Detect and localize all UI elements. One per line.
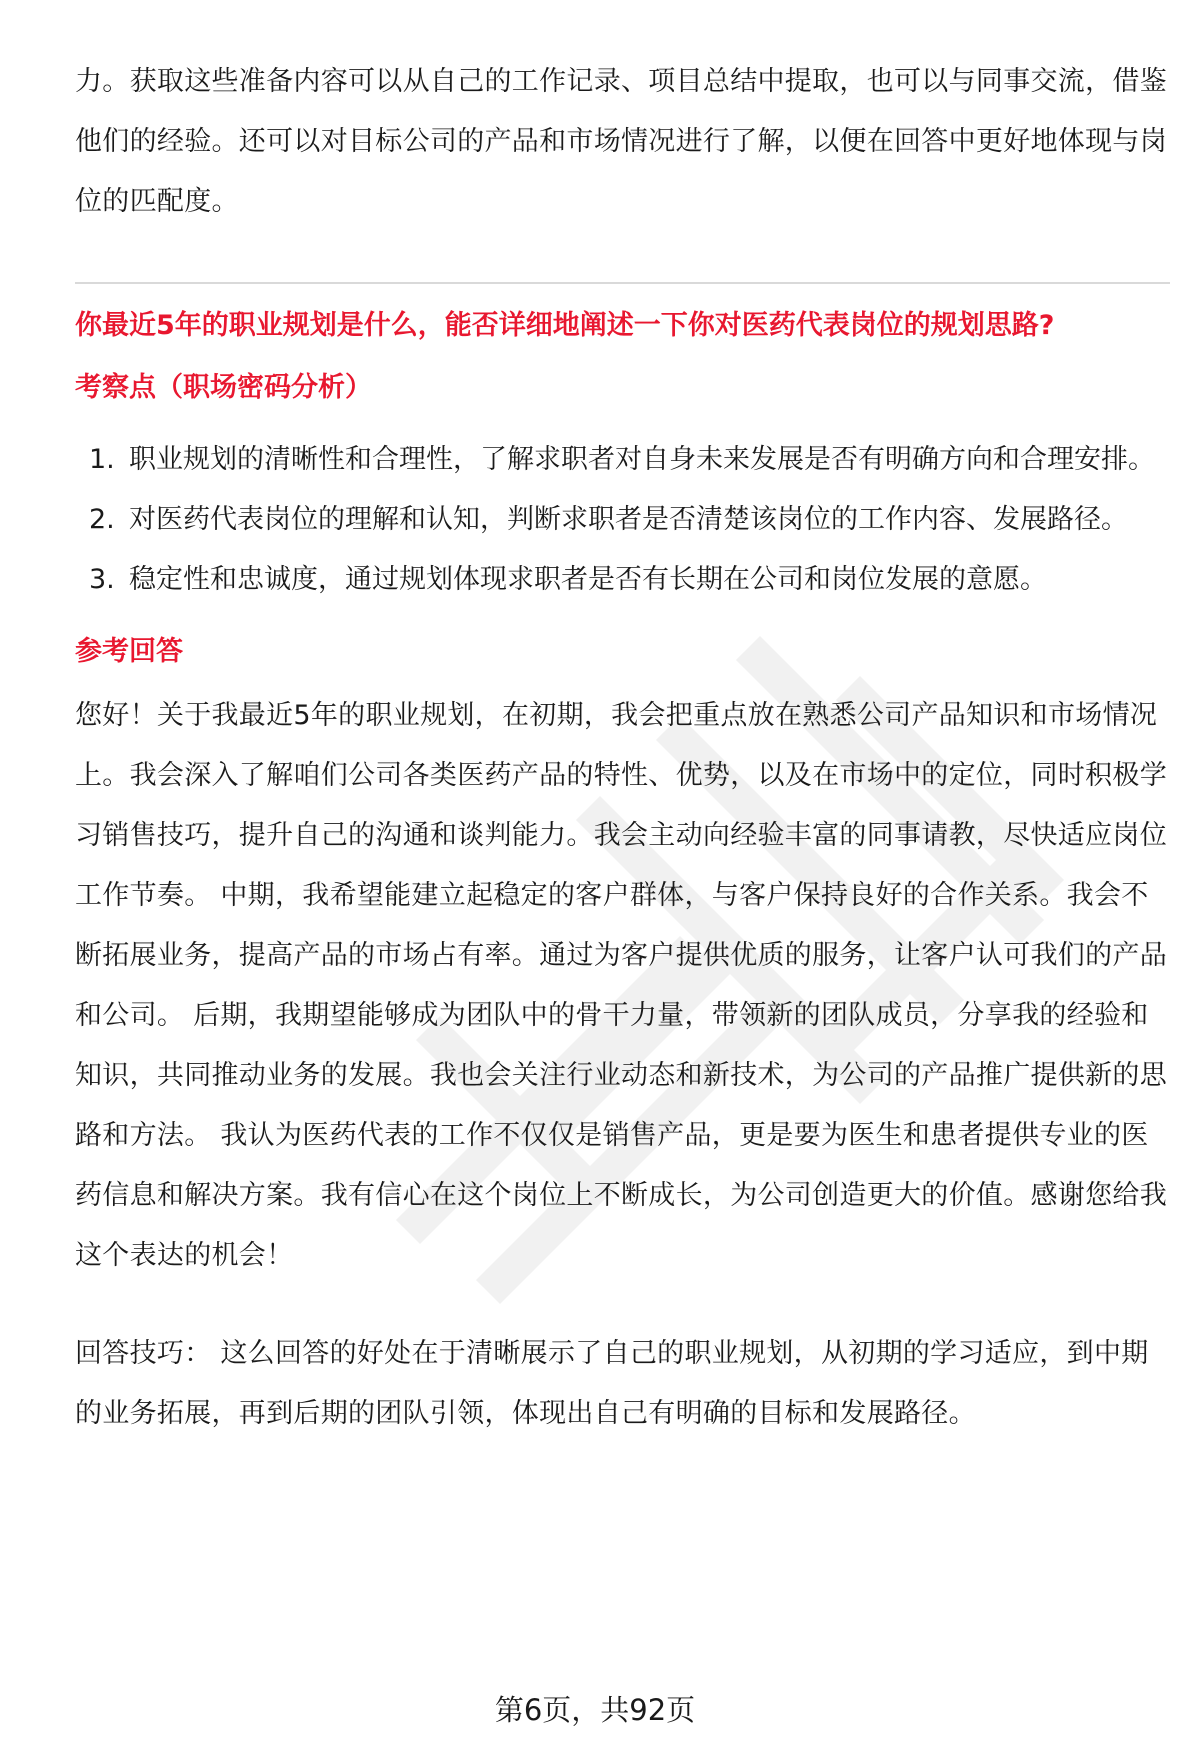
- question-heading: 你最近5年的职业规划是什么，能否详细地阐述一下你对医药代表岗位的规划思路?: [75, 310, 1055, 341]
- reference-answer: 您好！关于我最近5年的职业规划，在初期，我会把重点放在熟悉公司产品知识和市场情况上。我会深入了解咱们公司各类医药产品的特性、优势，以及在市场中的定位，同时积极学习销售技巧，提升自己的沟通和谈判能力。我会主动向经验丰富的同事请教，尽快适应岗位工作节奏。 中期，我希望能建立起稳定的客户群体，与客户保持良好的合作关系。我会不断拓展业务，提高产品的市场占有率。通过为客户提供优质的服务，让客户认可我们的产品和公司。 后期，我期望能够成为团队中的骨干力量，带领新的团队成员，分享我的经验和知识，共同推动业务的发展。我也会关注行业动态和新技术，为公司的产品推广提供新的思路和方法。 我认为医药代表的工作不仅仅是销售产品，更是要为医生和患者提供专业的医药信息和解决方案。我有信心在这个岗位上不断成长，为公司创造更大的价值。感谢您给我这个表达的机会！: [75, 700, 1167, 1271]
- document-body: [75, 52, 1170, 1444]
- page-number: 第6页，共92页: [494, 1693, 696, 1727]
- list-item-text: 稳定性和忠诚度，通过规划体现求职者是否有长期在公司和岗位发展的意愿。: [129, 564, 1047, 595]
- list-item-number: 1.: [89, 444, 115, 475]
- list-item: [75, 490, 1170, 550]
- reference-title: 参考回答: [75, 636, 183, 667]
- list-item: [75, 430, 1170, 490]
- list-item-text: 对医药代表岗位的理解和认知，判断求职者是否清楚该岗位的工作内容、发展路径。: [129, 504, 1128, 535]
- intro-paragraph: 力。获取这些准备内容可以从自己的工作记录、项目总结中提取，也可以与同事交流，借鉴他们的经验。还可以对目标公司的产品和市场情况进行了解，以便在回答中更好地体现与岗位的匹配度。: [75, 66, 1167, 217]
- examination-list: [75, 430, 1170, 610]
- answer-tips: 回答技巧： 这么回答的好处在于清晰展示了自己的职业规划，从初期的学习适应，到中期的业务拓展，再到后期的团队引领，体现出自己有明确的目标和发展路径。: [75, 1338, 1149, 1429]
- list-item: [75, 550, 1170, 610]
- examination-title: 考察点（职场密码分析）: [75, 372, 372, 403]
- list-item-number: 2.: [89, 504, 115, 535]
- list-item-number: 3.: [89, 564, 115, 595]
- section-divider: [75, 282, 1170, 284]
- list-item-text: 职业规划的清晰性和合理性，了解求职者对自身未来发展是否有明确方向和合理安排。: [129, 444, 1155, 475]
